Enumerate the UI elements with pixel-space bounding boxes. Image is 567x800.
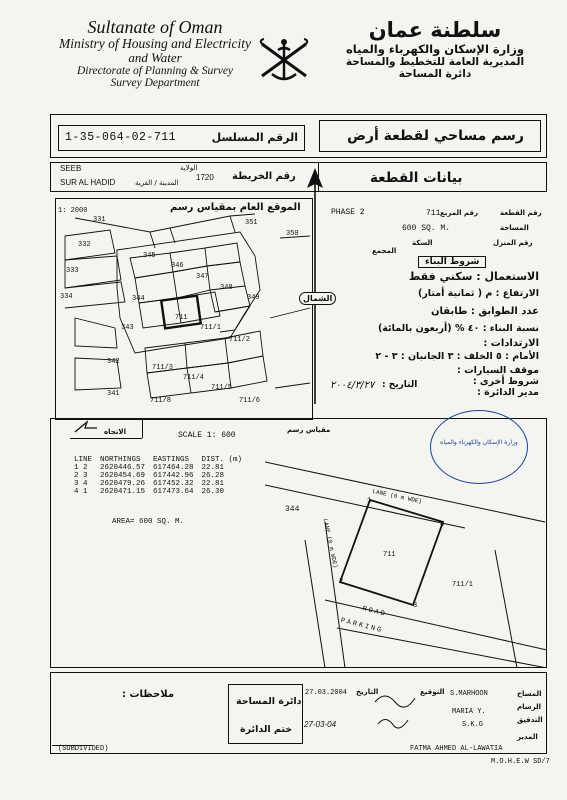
plot-label: 331 xyxy=(93,216,106,224)
header-ar-line-3: المديرية العامة للتخطيط والمساحة xyxy=(345,56,525,68)
area-value: 600 SQ. M. xyxy=(402,224,451,233)
official-stamp xyxy=(430,410,528,484)
sketch-corner-1: 1 xyxy=(367,497,372,505)
area-label: المساحة xyxy=(500,224,529,232)
plot-label: 334 xyxy=(60,293,73,301)
arabic-header xyxy=(325,18,545,80)
town-label: المدينة / القرية xyxy=(135,179,179,187)
sketch-lane-left: LANE (8 m WDE) xyxy=(321,518,339,569)
plot-label: 345 xyxy=(143,252,156,260)
table-cell: 2620454.69 xyxy=(100,472,146,480)
table-cell: 617442.96 xyxy=(153,472,194,480)
plot-label: 711/5 xyxy=(211,384,233,392)
table-cell: 26.30 xyxy=(201,488,225,496)
north-label: الشمال xyxy=(299,292,336,305)
plot-label: 349 xyxy=(247,294,260,302)
table-row xyxy=(70,488,246,496)
header-en-line-3: and Water xyxy=(128,50,182,66)
check-date: 27-03-04 xyxy=(304,720,337,729)
sketch-parking-label: PARKING xyxy=(339,616,384,636)
survey-date: 27.03.2004 xyxy=(305,689,348,697)
plot-label: 350 xyxy=(286,230,299,238)
wilayat-label: الولاية xyxy=(180,164,198,172)
table-cell: 617473.64 xyxy=(153,488,194,496)
table-cell: 22.81 xyxy=(201,464,225,472)
table-row xyxy=(70,480,246,488)
table-row xyxy=(70,472,246,480)
header-en-line-1: Sultanate of Oman xyxy=(87,17,223,37)
table-header: EASTINGS xyxy=(153,456,190,464)
house-no-value: السكة xyxy=(412,239,433,247)
plot-label: 332 xyxy=(78,241,91,249)
plot-label: 341 xyxy=(107,390,120,398)
sketch-corner-4: 4 xyxy=(440,521,445,529)
date-label: التاريخ xyxy=(356,688,379,696)
town-value: SUR AL HADID xyxy=(60,178,116,187)
table-header: NORTHINGS xyxy=(100,456,141,464)
plot-label: 344 xyxy=(132,295,145,303)
plot-label: 333 xyxy=(66,267,79,275)
orientation-arrow-icon xyxy=(71,418,101,438)
sketch-corner-2: 2 xyxy=(339,578,344,586)
form-code: M.O.H.E.W SD/7 xyxy=(491,758,550,766)
stamp-label: ختم الدائرة xyxy=(240,724,293,735)
table-left-rule xyxy=(142,418,143,438)
checker-name: S.K.G xyxy=(462,721,484,729)
sketch-title-box xyxy=(319,120,541,152)
header-en-line-2: Ministry of Housing and Electricity xyxy=(59,35,251,51)
sheet-number-label: رقم الخريطة xyxy=(232,171,296,182)
sheet-number: 1720 xyxy=(196,173,214,182)
plot-label: 711/3 xyxy=(152,364,174,372)
header-ar-line-4: دائرة المساحة xyxy=(398,68,472,80)
sketch-lane-top: LANE (8 m WDE) xyxy=(371,487,423,506)
sketch-plot-number: 711 xyxy=(383,551,396,559)
dept-box xyxy=(228,684,303,744)
location-map-drawing xyxy=(55,198,313,420)
plot-label: 711/1 xyxy=(200,324,222,332)
condition-ratio: نسبة البناء : ٤٠ % (أربعون بالمائة) xyxy=(377,323,539,334)
table-cell: 2620446.57 xyxy=(100,464,146,472)
table-cell: 2620471.15 xyxy=(100,488,146,496)
condition-floors: عدد الطوابق : طابقان xyxy=(431,306,539,317)
table-row xyxy=(70,464,246,472)
table-cell: 617452.32 xyxy=(153,480,194,488)
plot-label: 348 xyxy=(220,284,233,292)
sketch-corner-3: 3 xyxy=(413,602,418,610)
serial-label: الرقم المسلسل xyxy=(211,131,298,144)
scale-arabic: مقياس رسم xyxy=(287,426,331,434)
orientation-label: الاتجاه xyxy=(104,428,127,436)
header-en-line-5: Survey Department xyxy=(110,76,200,89)
role-checker: التدقيق xyxy=(517,716,543,724)
sketch-neighbor-north: 344 xyxy=(285,505,300,514)
header-ar-line-2: وزارة الإسكان والكهرباء والمياه xyxy=(345,42,525,56)
plot-label: 346 xyxy=(171,262,184,270)
table-cell: 1 2 xyxy=(74,464,88,472)
condition-dept-head: مدير الدائرة : xyxy=(477,387,539,398)
condition-setbacks: الأمام : ٥ الخلف : ٣ الجانبان : ٣ - ٢ xyxy=(375,351,539,362)
table-cell: 4 1 xyxy=(74,488,88,496)
dept-label: دائرة المساحة xyxy=(236,696,302,707)
condition-setbacks-label: الارتدادات : xyxy=(483,338,539,349)
sketch-title: رسم مساحي لقطعة أرض xyxy=(347,128,524,144)
table-header: DIST. (m) xyxy=(201,456,243,464)
table-header: LINE xyxy=(74,456,93,464)
drafter-name: MARIA Y. xyxy=(452,708,486,716)
table-header-row xyxy=(70,456,246,464)
location-map-title: الموقع العام بمقياس رسم xyxy=(170,202,301,213)
plot-label: 711/4 xyxy=(183,374,205,382)
scale-text: SCALE 1: 600 xyxy=(178,431,236,440)
wilayat-value: SEEB xyxy=(60,164,82,173)
plot-label: 711/2 xyxy=(229,336,251,344)
plot-label: 343 xyxy=(121,324,134,332)
plot-label: 711/8 xyxy=(150,397,172,405)
english-header xyxy=(50,18,260,89)
footer-rule xyxy=(52,745,92,746)
plot-data-title: بيانات القطعة xyxy=(370,170,463,186)
table-cell: 3 4 xyxy=(74,480,88,488)
conditions-title: شروط البناء xyxy=(418,256,486,268)
condition-parking: موقف السيارات : xyxy=(457,365,539,376)
header-en-line-4: Directorate of Planning & Survey xyxy=(76,64,234,77)
plot-label: 347 xyxy=(196,273,209,281)
condition-use: الاستعمال : سكني فقط xyxy=(408,270,539,283)
block-value: PHASE 2 xyxy=(331,208,365,217)
table-top-rule xyxy=(70,438,142,439)
condition-date-value: ٢٠٠٤/٣/٢٧ xyxy=(330,380,375,391)
location-map-scale: 1: 2000 xyxy=(58,207,88,215)
plot-number: 711 xyxy=(426,209,441,218)
complex-label: المجمع xyxy=(372,247,397,255)
plot-label: 711/6 xyxy=(239,397,261,405)
signature-marks xyxy=(370,684,450,744)
header-ar-line-1: سلطنة عمان xyxy=(368,18,502,42)
north-arrow-icon xyxy=(297,166,333,406)
table-cell: 22.81 xyxy=(201,480,225,488)
role-drafter: الرسام xyxy=(517,703,542,711)
coordinates-table xyxy=(70,456,246,496)
table-cell: 2620479.26 xyxy=(100,480,146,488)
table-cell: 617464.28 xyxy=(153,464,194,472)
plot-number-label: رقم القطعة xyxy=(500,209,542,217)
condition-height: الارتفاع : م ( ثمانية أمتار) xyxy=(417,288,539,299)
house-no-label: رقم المنزل xyxy=(493,239,533,247)
plot-label: 711 xyxy=(175,314,188,322)
notes-label: ملاحظات : xyxy=(122,689,175,700)
director-name: FATMA AHMED AL-LAWATIA xyxy=(410,745,503,753)
plot-label: 342 xyxy=(107,358,120,366)
table-cell: 26.28 xyxy=(201,472,225,480)
oman-emblem xyxy=(256,36,312,84)
table-cell: 2 3 xyxy=(74,472,88,480)
plot-label: 351 xyxy=(245,219,258,227)
condition-date-label: التاريخ : xyxy=(382,380,418,390)
serial-number: 1-35-064-02-711 xyxy=(65,131,177,144)
sketch-road-label: ROAD xyxy=(361,605,388,619)
role-director: المدير xyxy=(517,733,538,741)
sign-label: التوقيع xyxy=(420,688,445,696)
subdivided-label: (SUBDIVIDED) xyxy=(58,745,109,753)
condition-other: شروط أخرى : xyxy=(472,376,539,387)
sketch-neighbor-east: 711/1 xyxy=(452,581,474,589)
role-surveyor: المساح xyxy=(517,690,542,698)
stamp-text: وزارة الإسكان والكهرباء والمياه xyxy=(440,439,518,446)
block-label: رقم المربع xyxy=(440,209,479,217)
surveyor-name: S.MARHOON xyxy=(450,690,488,698)
area-total: AREA= 600 SQ. M. xyxy=(112,518,185,526)
serial-box xyxy=(58,125,305,151)
